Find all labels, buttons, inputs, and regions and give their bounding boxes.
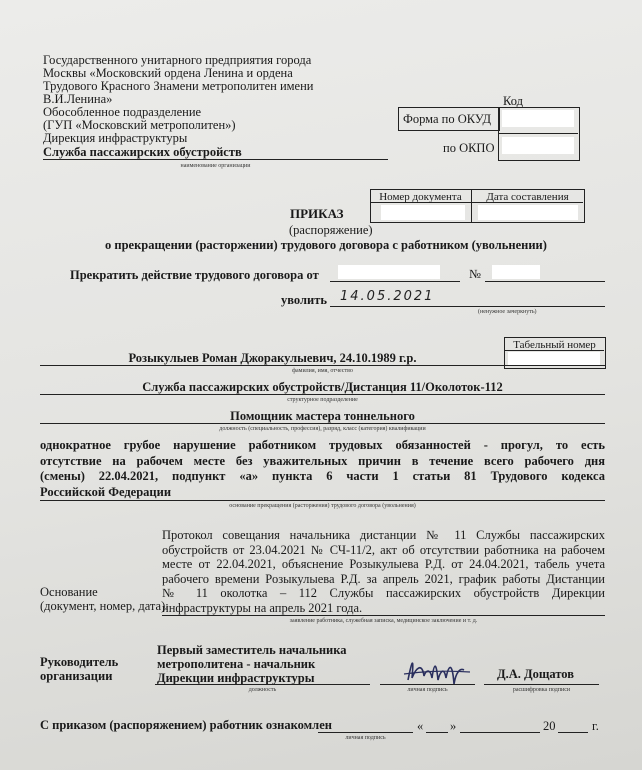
employee-name: Розыкулыев Роман Джоракулыевич, 24.10.1989 г.р.: [128, 351, 417, 365]
basis-line: № 11 околотка – 112 Службы пассажирских обустройств Дирекции: [162, 586, 605, 600]
doc-date-label: Дата составления: [486, 191, 569, 203]
order-subject: о прекращении (расторжении) трудового договора с работником (увольнении): [105, 238, 547, 252]
employee-position: Помощник мастера тоннельного: [230, 409, 415, 423]
head-name-line: [484, 684, 599, 685]
ack-year-line: [558, 732, 588, 733]
org-line: Государственного унитарного предприятия города: [43, 53, 312, 67]
employee-unit-line: [40, 394, 605, 395]
dismiss-date-line: [330, 306, 605, 307]
employee-position-caption: должность (специальность, профессия), разряд, класс (категория) квалификации: [219, 426, 426, 432]
basis-line: рабочего времени Розыкулыева Р.Д. за апрель 2021, график работы Дистанции: [162, 571, 605, 586]
grounds-line: отсутствие на рабочем месте без уважительных причин в течение всего рабочего дня: [40, 453, 605, 468]
head-label: [40, 655, 118, 683]
ack-year-suffix: г.: [592, 719, 599, 733]
org-line: В.И.Ленина»: [43, 92, 113, 106]
okud-label: Форма по ОКУД: [403, 112, 491, 126]
basis-line: инфраструктуры на апрель 2021 года.: [162, 600, 363, 615]
doc-date-redacted: [478, 205, 578, 220]
org-underline: [43, 159, 388, 160]
okud-code-redacted: [502, 110, 574, 127]
number-sign: №: [469, 267, 481, 281]
okpo-label: по ОКПО: [443, 141, 495, 155]
head-position-line-rule: [155, 684, 370, 685]
head-signature-line: [380, 684, 475, 685]
ack-signature-caption: личная подпись: [345, 735, 386, 741]
employee-position-line: [40, 423, 605, 424]
head-name: Д.А. Дощатов: [497, 667, 574, 681]
org-line: Москвы «Московский ордена Ленина и ордена: [43, 66, 293, 80]
tab-number-redacted: [508, 352, 600, 365]
basis-label: [40, 585, 169, 613]
doc-number-label: Номер документа: [379, 191, 462, 203]
org-line: Обособленное подразделение: [43, 105, 202, 119]
contract-date-redacted: [338, 265, 440, 279]
org-service: Служба пассажирских обустройств: [43, 145, 242, 159]
order-subtitle: (распоряжение): [289, 223, 373, 237]
head-label-line: организации: [40, 669, 113, 683]
contract-number-line: [485, 281, 605, 282]
dismiss-caption: (ненужное зачеркнуть): [478, 309, 537, 315]
tab-number-label: Табельный номер: [513, 339, 596, 351]
head-position-line: Первый заместитель начальника: [157, 643, 347, 657]
head-position-line: Дирекции инфраструктуры: [157, 671, 315, 685]
basis-text: [162, 528, 605, 615]
grounds-line: однократное грубое нарушение работником трудовых обязанностей - прогул, то есть: [40, 438, 605, 452]
org-caption: наименование организации: [180, 163, 251, 169]
okpo-code-redacted: [502, 137, 574, 154]
employee-name-line: [40, 365, 605, 366]
terminate-label: Прекратить действие трудового договора от: [70, 268, 319, 282]
dismiss-label: уволить: [281, 293, 327, 307]
ack-signature-line: [318, 732, 413, 733]
ack-open-quote: «: [417, 719, 424, 733]
org-line: (ГУП «Московский метрополитен»): [43, 118, 236, 132]
grounds-line: (смены) 22.04.2021, подпункт «а» пункта 6 части 1 статьи 81 Трудового кодекса: [40, 469, 605, 483]
head-label-line: Руководитель: [40, 655, 119, 669]
ack-label: С приказом (распоряжением) работник ознакомлен: [40, 718, 332, 732]
grounds-line: Российской Федерации: [40, 484, 172, 499]
basis-label-line: (документ, номер, дата):: [40, 599, 169, 613]
org-line: Дирекция инфраструктуры: [43, 131, 188, 145]
grounds-underline: [40, 500, 605, 501]
employee-name-caption: фамилия, имя, отчество: [292, 368, 353, 374]
basis-line: обустройств от 23.04.2021 № СЧ-11/2, акт об отсутствии работника на рабочем: [162, 542, 605, 557]
code-divider: [498, 133, 578, 134]
head-position: [157, 643, 377, 685]
head-position-line: метрополитена - начальник: [157, 657, 316, 671]
grounds-caption: основание прекращения (расторжения) трудового договора (увольнения): [229, 503, 416, 509]
contract-date-line: [330, 281, 460, 282]
grounds-text: [40, 438, 605, 500]
employee-unit-caption: структурное подразделение: [287, 397, 358, 403]
ack-year-prefix: 20: [543, 719, 556, 733]
ack-month-line: [460, 732, 540, 733]
order-title: ПРИКАЗ: [290, 206, 344, 221]
basis-underline: [162, 615, 605, 616]
basis-caption: заявление работника, служебная записка, медицинское заключение и т. д.: [289, 618, 478, 624]
head-name-caption: расшифровка подписи: [512, 687, 571, 693]
contract-number-redacted: [492, 265, 540, 279]
basis-line: месте от 22.04.2021, объяснение Розыкулыева Р.Д. от 24.04.2021, табель учета: [162, 557, 605, 571]
dismiss-date-handwritten: 14.05.2021: [340, 289, 435, 304]
doc-number-redacted: [381, 205, 465, 220]
head-position-caption: должность: [248, 687, 277, 693]
basis-label-line: Основание: [40, 585, 98, 599]
basis-line: Протокол совещания начальника дистанции № 11 Службы пассажирских: [162, 528, 605, 542]
head-signature-caption: личная подпись: [407, 687, 448, 693]
kod-label: Код: [503, 94, 523, 108]
org-line: Трудового Красного Знамени метрополитен имени: [43, 79, 314, 93]
ack-close-quote: »: [450, 719, 457, 733]
ack-day-line: [426, 732, 448, 733]
org-name: [43, 54, 313, 145]
employee-unit: Служба пассажирских обустройств/Дистанция 11/Околоток-112: [142, 380, 503, 394]
